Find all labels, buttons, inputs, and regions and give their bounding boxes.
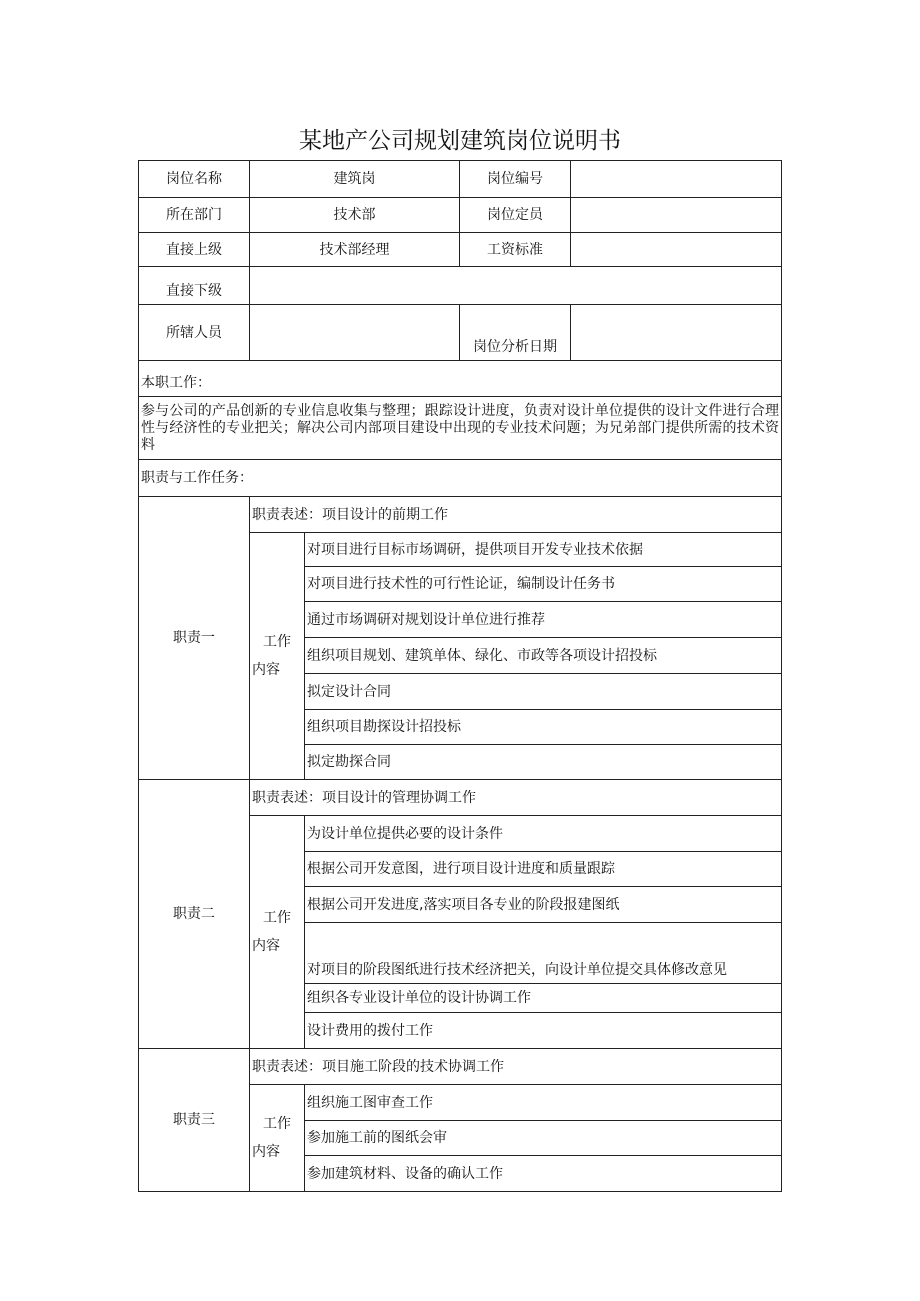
label-department: 所在部门: [139, 198, 250, 233]
label-position-name: 岗位名称: [139, 161, 250, 198]
label-analysis-date: 岗位分析日期: [460, 305, 571, 361]
duty-row: [139, 497, 782, 533]
job-heading: 本职工作：: [139, 361, 782, 397]
row-department: [139, 198, 782, 233]
task-item: 通过市场调研对规划设计单位进行推荐: [305, 602, 782, 638]
row-job-heading: [139, 361, 782, 397]
label-supervisor: 直接上级: [139, 233, 250, 267]
work-content-label: [250, 1085, 305, 1192]
duty-name: 职责一: [139, 497, 250, 780]
value-staff: [250, 305, 460, 361]
duty-statement: 职责表述：项目设计的管理协调工作: [250, 780, 782, 816]
work-label-line2: 内容: [252, 938, 280, 954]
label-salary-standard: 工资标准: [460, 233, 571, 267]
work-content-label: [250, 816, 305, 1049]
row-supervisor: [139, 233, 782, 267]
duty-row: [139, 1049, 782, 1085]
value-department: 技术部: [250, 198, 460, 233]
value-analysis-date: [571, 305, 782, 361]
task-item: 为设计单位提供必要的设计条件: [305, 816, 782, 852]
task-item: 对项目的阶段图纸进行技术经济把关，向设计单位提交具体修改意见: [305, 923, 782, 984]
work-content-label: [250, 533, 305, 780]
value-supervisor: 技术部经理: [250, 233, 460, 267]
row-job-text: [139, 397, 782, 460]
task-item: 根据公司开发意图，进行项目设计进度和质量跟踪: [305, 852, 782, 887]
task-item: 拟定勘探合同: [305, 745, 782, 780]
label-position-code: 岗位编号: [460, 161, 571, 198]
task-item: 根据公司开发进度,落实项目各专业的阶段报建图纸: [305, 887, 782, 923]
work-label-line1: 工作: [263, 1116, 291, 1132]
value-position-name: 建筑岗: [250, 161, 460, 198]
task-item: 参加建筑材料、设备的确认工作: [305, 1156, 782, 1192]
task-item: 对项目进行目标市场调研，提供项目开发专业技术依据: [305, 533, 782, 567]
duty-statement: 职责表述：项目设计的前期工作: [250, 497, 782, 533]
job-description-table: [138, 160, 782, 1192]
task-item: 设计费用的拨付工作: [305, 1013, 782, 1049]
label-headcount: 岗位定员: [460, 198, 571, 233]
row-staff: [139, 305, 782, 361]
duty-row: [139, 780, 782, 816]
value-salary-standard: [571, 233, 782, 267]
task-item: 对项目进行技术性的可行性论证，编制设计任务书: [305, 567, 782, 602]
work-label-line2: 内容: [252, 662, 280, 678]
task-item: 拟定设计合同: [305, 674, 782, 710]
row-position-name: [139, 161, 782, 198]
label-subordinate: 直接下级: [139, 267, 250, 305]
work-label-line2: 内容: [252, 1144, 280, 1160]
work-label-line1: 工作: [263, 910, 291, 926]
duties-heading: 职责与工作任务：: [139, 460, 782, 497]
duty-statement: 职责表述：项目施工阶段的技术协调工作: [250, 1049, 782, 1085]
value-subordinate: [250, 267, 782, 305]
task-item: 组织各专业设计单位的设计协调工作: [305, 984, 782, 1013]
task-item: 组织项目规划、建筑单体、绿化、市政等各项设计招投标: [305, 638, 782, 674]
label-staff: 所辖人员: [139, 305, 250, 361]
duty-name: 职责二: [139, 780, 250, 1049]
row-duties-heading: [139, 460, 782, 497]
task-item: 组织项目勘探设计招投标: [305, 710, 782, 745]
job-text: 参与公司的产品创新的专业信息收集与整理；跟踪设计进度，负责对设计单位提供的设计文件进行合理性与经济性的专业把关；解决公司内部项目建设中出现的专业技术问题；为兄弟部门提供所需的技术资料: [139, 397, 782, 460]
page-title: 某地产公司规划建筑岗位说明书: [299, 128, 621, 154]
task-item: 组织施工图审查工作: [305, 1085, 782, 1121]
value-headcount: [571, 198, 782, 233]
work-label-line1: 工作: [263, 634, 291, 650]
value-position-code: [571, 161, 782, 198]
duty-name: 职责三: [139, 1049, 250, 1192]
row-subordinate: [139, 267, 782, 305]
task-item: 参加施工前的图纸会审: [305, 1121, 782, 1156]
